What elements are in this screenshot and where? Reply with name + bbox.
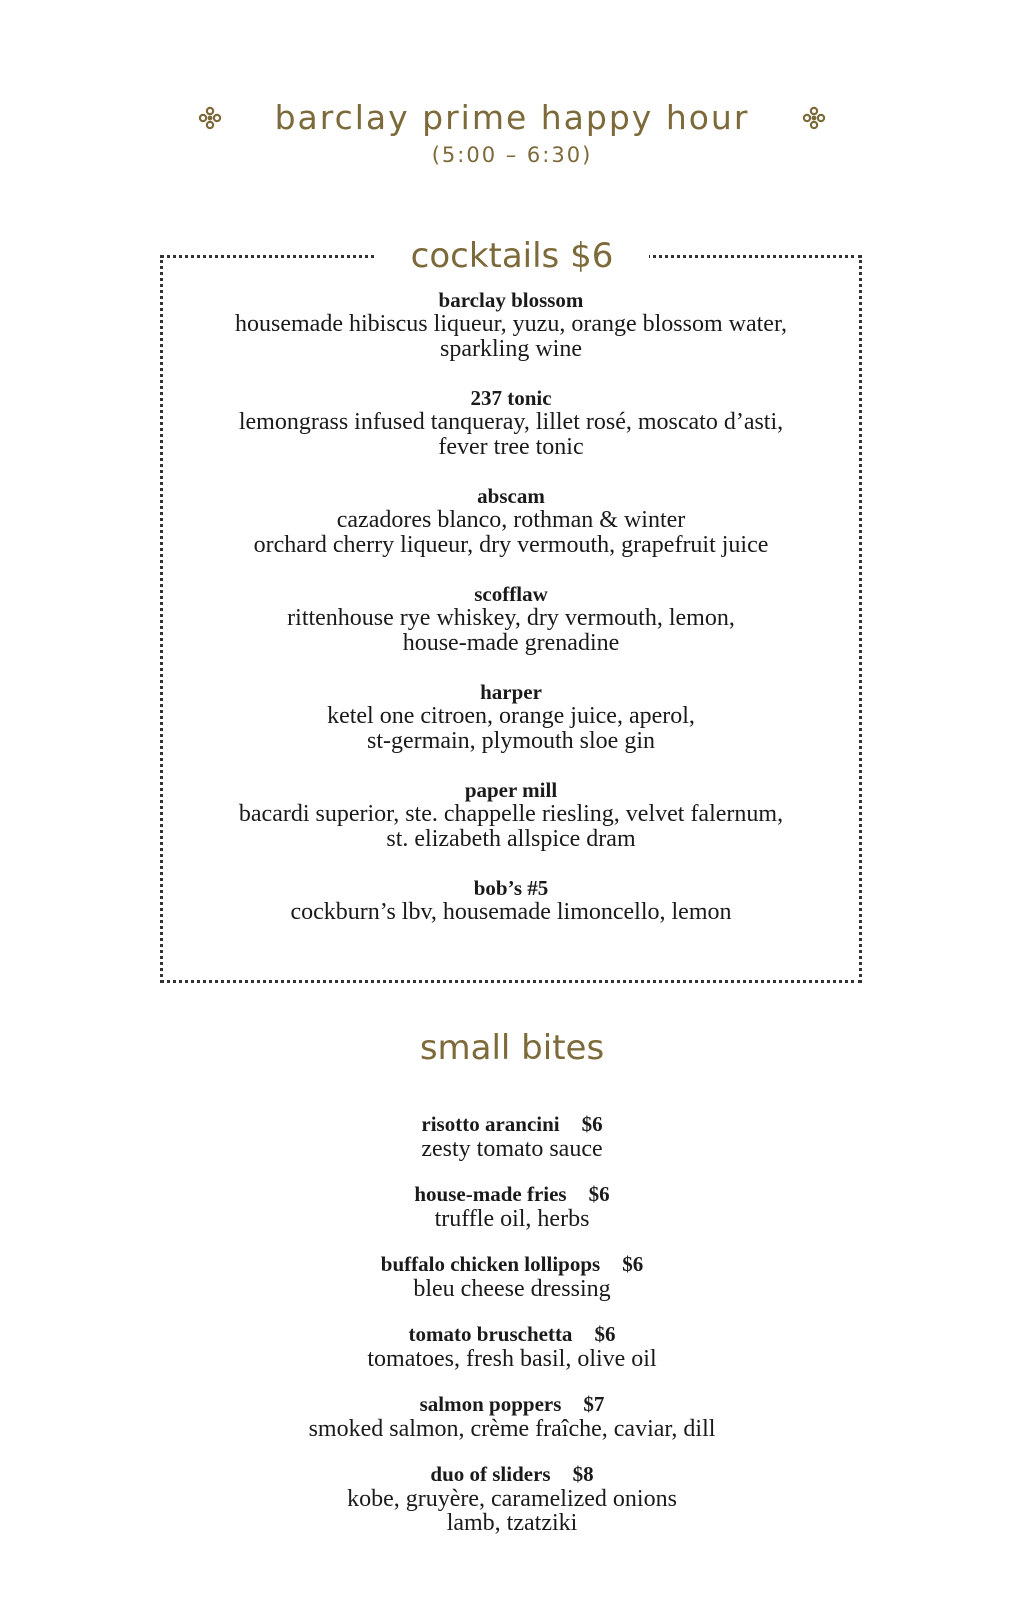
cocktails-heading: cocktails $6 <box>375 236 650 276</box>
item-description: zesty tomato sauce <box>421 1136 603 1162</box>
title-row <box>0 98 1024 137</box>
menu-item <box>0 1392 1024 1441</box>
item-description: fever tree tonic <box>438 434 584 460</box>
item-description: truffle oil, herbs <box>434 1206 590 1232</box>
menu-item <box>0 1252 1024 1301</box>
small-bites-heading: small bites <box>419 1028 605 1068</box>
item-name: 237 tonic <box>470 386 552 410</box>
menu-item <box>0 1182 1024 1231</box>
item-price: $8 <box>572 1462 594 1486</box>
item-price: $6 <box>581 1112 603 1136</box>
page-title: barclay prime happy hour <box>274 98 750 137</box>
item-description: kobe, gruyère, caramelized onions <box>347 1486 677 1512</box>
item-name: abscam <box>477 484 545 508</box>
item-description: st-germain, plymouth sloe gin <box>367 728 655 754</box>
item-price: $6 <box>588 1182 610 1206</box>
item-description: ketel one citroen, orange juice, aperol, <box>327 703 695 729</box>
happy-hour-times: (5:00 – 6:30) <box>431 143 593 167</box>
small-bites-list <box>0 1112 1024 1556</box>
item-description: lemongrass infused tanqueray, lillet rosé, moscato d’asti, <box>238 409 784 435</box>
item-name: barclay blossom <box>438 288 584 312</box>
floral-ornament-icon <box>197 105 223 131</box>
item-description: rittenhouse rye whiskey, dry vermouth, lemon, <box>287 605 735 631</box>
item-description: housemade hibiscus liqueur, yuzu, orange blossom water, <box>235 311 787 337</box>
menu-item <box>160 386 862 460</box>
cocktails-list <box>160 288 862 949</box>
item-name: paper mill <box>464 778 558 802</box>
item-name: tomato bruschetta <box>408 1322 573 1346</box>
floral-ornament-icon <box>801 105 827 131</box>
menu-item <box>160 680 862 754</box>
menu-item <box>0 1462 1024 1535</box>
item-description: bleu cheese dressing <box>413 1276 611 1302</box>
item-name: bob’s #5 <box>473 876 549 900</box>
menu-item <box>160 876 862 925</box>
menu-item <box>160 288 862 362</box>
item-name: buffalo chicken lollipops <box>380 1252 601 1276</box>
item-name: duo of sliders <box>430 1462 551 1486</box>
item-description: sparkling wine <box>440 336 582 362</box>
item-description: cazadores blanco, rothman & winter <box>336 507 686 533</box>
item-description: tomatoes, fresh basil, olive oil <box>367 1346 657 1372</box>
menu-item <box>160 582 862 656</box>
item-name: salmon poppers <box>419 1392 562 1416</box>
item-description: smoked salmon, crème fraîche, caviar, dill <box>308 1416 716 1442</box>
menu-item <box>160 778 862 852</box>
item-name: harper <box>480 680 542 704</box>
item-description: cockburn’s lbv, housemade limoncello, lemon <box>290 899 732 925</box>
item-description: house-made grenadine <box>402 630 620 656</box>
item-price: $6 <box>622 1252 644 1276</box>
item-price: $7 <box>583 1392 605 1416</box>
item-name: risotto arancini <box>421 1112 560 1136</box>
item-description: bacardi superior, ste. chappelle riesling, velvet falernum, <box>238 801 784 827</box>
item-price: $6 <box>594 1322 616 1346</box>
item-name: scofflaw <box>474 582 548 606</box>
menu-item <box>160 484 862 558</box>
cocktails-heading-wrap <box>0 236 1024 276</box>
item-description: st. elizabeth allspice dram <box>386 826 636 852</box>
menu-header <box>0 98 1024 167</box>
menu-item <box>0 1112 1024 1161</box>
item-name: house-made fries <box>414 1182 567 1206</box>
item-description: lamb, tzatziki <box>446 1510 578 1536</box>
menu-item <box>0 1322 1024 1371</box>
item-description: orchard cherry liqueur, dry vermouth, grapefruit juice <box>253 532 769 558</box>
